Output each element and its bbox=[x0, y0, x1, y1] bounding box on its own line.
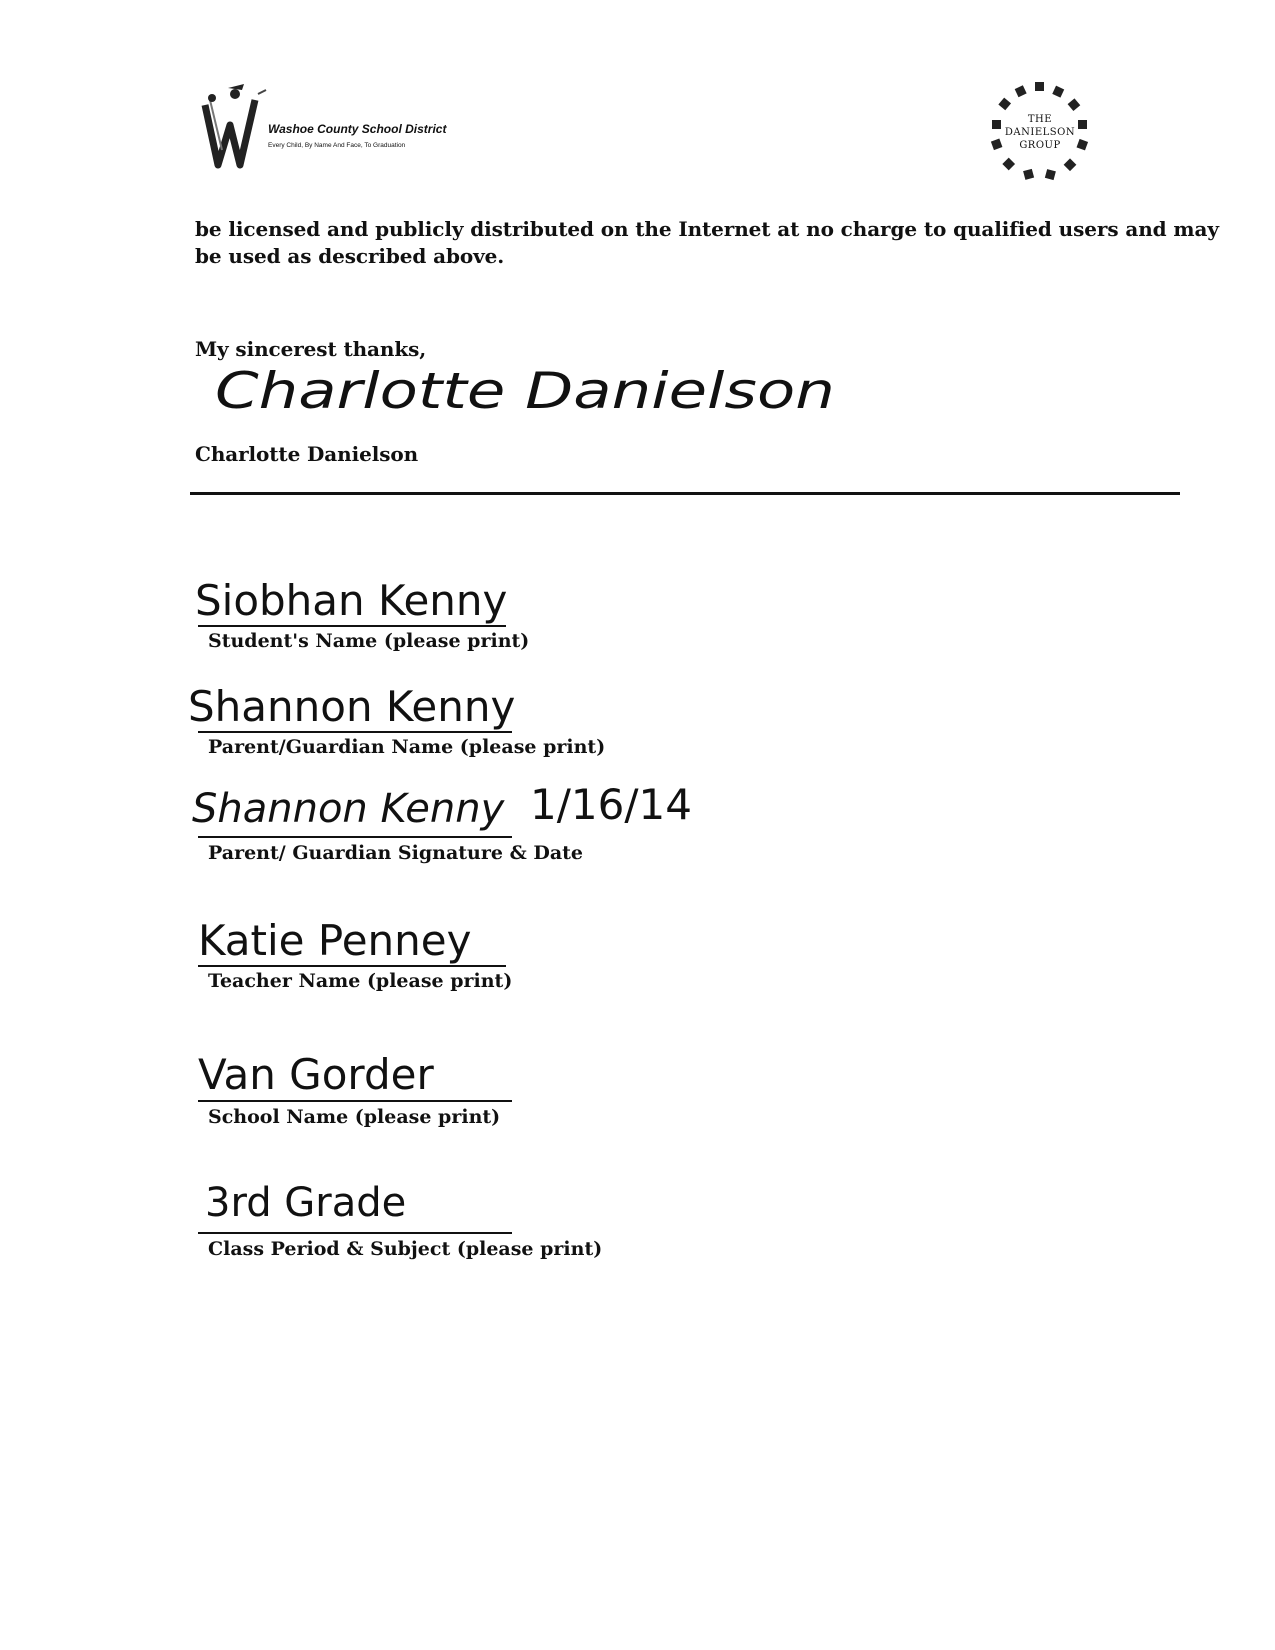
danielson-line-3: GROUP bbox=[1019, 140, 1061, 151]
school-name-label: School Name (please print) bbox=[208, 1106, 501, 1128]
parent-name-line bbox=[198, 731, 512, 733]
letter-closing: My sincerest thanks, bbox=[195, 337, 427, 361]
student-name-line bbox=[198, 625, 506, 627]
letter-line-1: be licensed and publicly distributed on the Internet at no charge to qualified users and may bbox=[195, 217, 1219, 241]
section-divider bbox=[190, 492, 1180, 495]
letter-line-2: be used as described above. bbox=[195, 244, 505, 268]
parent-name-value: Shannon Kenny bbox=[188, 682, 516, 731]
class-line bbox=[198, 1232, 512, 1234]
danielson-group-logo bbox=[988, 80, 1092, 184]
class-label: Class Period & Subject (please print) bbox=[208, 1238, 603, 1260]
teacher-name-label: Teacher Name (please print) bbox=[208, 970, 513, 992]
district-w-icon bbox=[200, 80, 270, 180]
danielson-line-1: THE bbox=[1027, 114, 1053, 125]
teacher-name-value: Katie Penney bbox=[198, 916, 472, 965]
parent-signature-line bbox=[198, 836, 512, 838]
district-name: Washoe County School District bbox=[268, 122, 447, 136]
class-value: 3rd Grade bbox=[205, 1180, 407, 1226]
school-name-value: Van Gorder bbox=[198, 1050, 434, 1099]
signer-name: Charlotte Danielson bbox=[195, 442, 419, 466]
parent-name-label: Parent/Guardian Name (please print) bbox=[208, 736, 606, 758]
student-name-value: Siobhan Kenny bbox=[195, 576, 508, 625]
parent-signature-value: Shannon Kenny bbox=[192, 786, 505, 832]
district-tagline: Every Child, By Name And Face, To Graduation bbox=[268, 142, 406, 149]
school-name-line bbox=[198, 1100, 512, 1102]
danielson-line-2: DANIELSON bbox=[1004, 127, 1076, 138]
teacher-name-line bbox=[198, 965, 506, 967]
student-name-label: Student's Name (please print) bbox=[208, 630, 530, 652]
parent-signature-date: 1/16/14 bbox=[530, 780, 692, 829]
parent-signature-label: Parent/ Guardian Signature & Date bbox=[208, 842, 584, 864]
washoe-county-logo bbox=[200, 70, 450, 188]
handwritten-signature-letter: Charlotte Danielson bbox=[215, 362, 835, 420]
